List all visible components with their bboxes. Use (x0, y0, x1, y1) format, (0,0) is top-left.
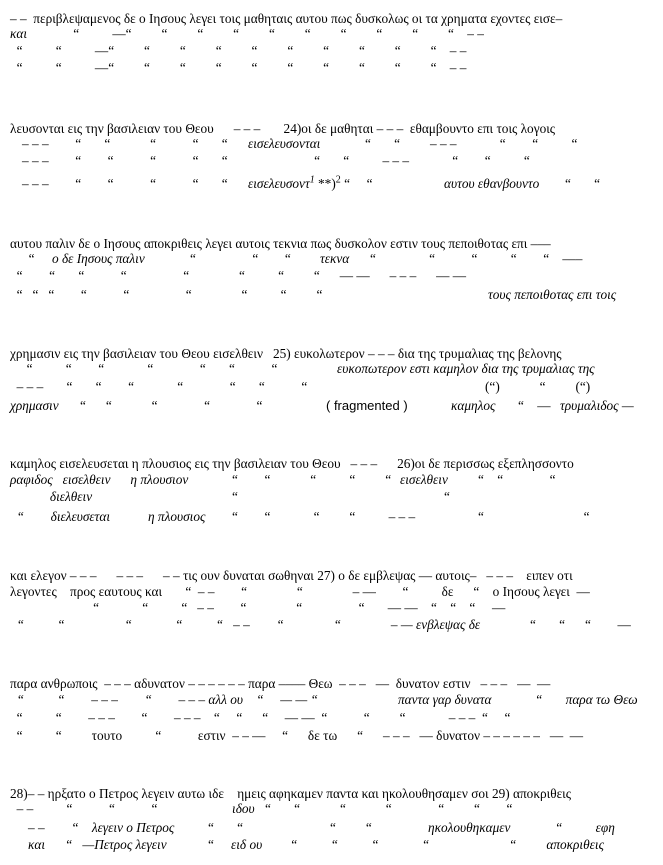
variant-line: “ “ (330, 820, 372, 835)
variant-line: η πλουσιος (148, 509, 206, 524)
variant-line: “ “ “ (190, 251, 291, 266)
variant-line: “ “ (478, 509, 590, 524)
variant-line: ηκολουθηκαμεν (428, 820, 511, 835)
variant-line: “ παρα τω Θεω (535, 692, 638, 707)
variant-line: “ “ —“ “ “ “ “ “ “ “ “ “ – – (10, 43, 467, 58)
variant-line: εισελευσονται (248, 136, 321, 151)
text-line: παρα ανθρωποις – – – αδυνατον – – – – – – παρα –––– Θεω – – – — δυνατον εστιν – – – — — (10, 676, 551, 691)
variant-line: “ “ “ “ “ “ “ (10, 361, 278, 376)
variant-line: – – – “ “ “ “ “ (22, 136, 228, 151)
variant-line: “ — (518, 398, 551, 413)
text-line: αυτου παλιν δε ο Ιησους αποκριθεις λεγει αυτοις τεκνια πως δυσκολον εστιν τους πεποιθοτας επι ––– (10, 236, 551, 251)
variant-line: – – “ “ “ (10, 801, 158, 816)
variant-line: “ “ “ “ “ αποκριθεις (290, 837, 604, 852)
variant-line: “ εφη (555, 820, 615, 835)
variant-line: εισελθειν (400, 472, 448, 487)
variant-line: ο δε Ιησους παλιν (52, 251, 145, 266)
variant-line: ευκοπωτερον εστι καμηλον δια της τρυμαλιας της (337, 361, 595, 376)
variant-line: ιδου (232, 801, 255, 816)
variant-line: χρημασιν (10, 398, 59, 413)
variant-line: “ “ “ “ “ – – “ “ – — ενβλεψας δε (10, 617, 481, 632)
variant-line: – – “ λεγειν ο Πετρος (28, 820, 175, 835)
variant-line: ( fragmented ) (326, 398, 408, 413)
variant-line: “ “ (232, 489, 450, 504)
variant-line: τρυμαλιδος — (560, 398, 634, 413)
variant-line: “ “ – – – “ – – – αλλ ου “ — — “ (10, 692, 318, 707)
variant-line: “ “ “ – – “ “ “ — — “ “ “ — (10, 600, 506, 615)
text-line: 28)– – ηρξατο ο Πετρος λεγειν αυτω ιδε ημεις αφηκαμεν παντα και ηκολουθησαμεν σοι 29) αποκριθεις (10, 786, 572, 801)
variant-line: “ “ “ “ “ (232, 472, 392, 487)
variant-line: και “ —Πετρος λεγειν (28, 837, 167, 852)
variant-line: – – – “ “ “ “ “ “ “ (10, 379, 308, 394)
variant-line: εισελευσοντ$^1$ **)$^2$ “ “ (248, 174, 373, 191)
variant-line: “ (208, 837, 214, 852)
variant-line: “ “ “ “ “ (80, 398, 263, 413)
variant-line: “ “ “ “ “ “ “ “ — — – – – — — (10, 268, 467, 283)
variant-line: ραφιδος εισελθειν η πλουσιον (10, 472, 189, 487)
variant-line: διελθειν (10, 489, 93, 504)
variant-line: τεκνα (320, 251, 350, 266)
variant-line: “ “ “ “ “ “ “ “ “ (10, 287, 323, 302)
variant-line: – – – “ “ “ “ “ “ “ – – – “ “ “ (22, 153, 530, 168)
text-line: – – περιβλεψαμενος δε ο Ιησους λεγει τοις μαθηταις αυτου πως δυσκολως οι τα χρηματα εχοντες εισε– (10, 11, 563, 26)
variant-line: “ (22, 251, 35, 266)
variant-line: “ “ “ “ “ “ “ (265, 801, 513, 816)
variant-line: “ “ (208, 820, 244, 835)
variant-line: “ “ τουτο “ εστιν – – — “ δε τω “ – – – — δυνατον – – – – – – — — (10, 728, 584, 743)
variant-line: (“) “ (“) (485, 379, 591, 394)
text-line: καμηλος εισελευσεται η πλουσιος εις την βασιλειαν του Θεου – – – 26)οι δε περισσως εξεπλησσοντο (10, 456, 574, 471)
text-line: και ελεγον – – – – – – – – τις ουν δυναται σωθηναι 27) ο δε εμβλεψας — αυτοις– – – – ειπεν οτι (10, 568, 573, 583)
variant-line: – – – “ “ “ “ “ (22, 176, 228, 191)
variant-line: “ “ – – – “ – – – “ “ “ — — “ “ “ – – – “ “ (10, 710, 511, 725)
variant-line: παντα γαρ δυνατα (398, 692, 492, 707)
text-line: χρημασιν εις την βασιλειαν του Θεου εισελθειν 25) ευκολωτερον – – – δια της τρυμαλιας της βελονης (10, 346, 562, 361)
variant-line: “ “ “ (478, 472, 556, 487)
variant-line: και (10, 26, 28, 41)
variant-line: λεγοντες προς εαυτους και “ – – “ “ – — “ δε “ ο Ιησους λεγει — (10, 584, 590, 599)
variant-line: “ “ “ “ – – – (232, 509, 416, 524)
variant-line: καμηλος (451, 398, 496, 413)
variant-line: αυτου εθανβουντο (444, 176, 540, 191)
variant-line: “ “ – – – “ “ “ (365, 136, 578, 151)
variant-line: “ —“ “ “ “ “ “ “ “ “ “ – – (40, 26, 484, 41)
variant-line: “ “ —“ “ “ “ “ “ “ “ “ “ – – (10, 60, 467, 75)
variant-line: τους πεποιθοτας επι τοις (488, 287, 617, 302)
text-line: λευσονται εις την βασιλειαν του Θεου – – – 24)οι δε μαθηται – – – εθαμβουντο επι τοις λογοις (10, 121, 556, 136)
variant-line: “ διελευσεται (10, 509, 111, 524)
variant-line: ειδ ου (231, 837, 263, 852)
variant-line: “ “ “ “ “ ––– (370, 251, 583, 266)
variant-line: “ “ (565, 176, 601, 191)
variant-line: “ “ “ — (530, 617, 631, 632)
